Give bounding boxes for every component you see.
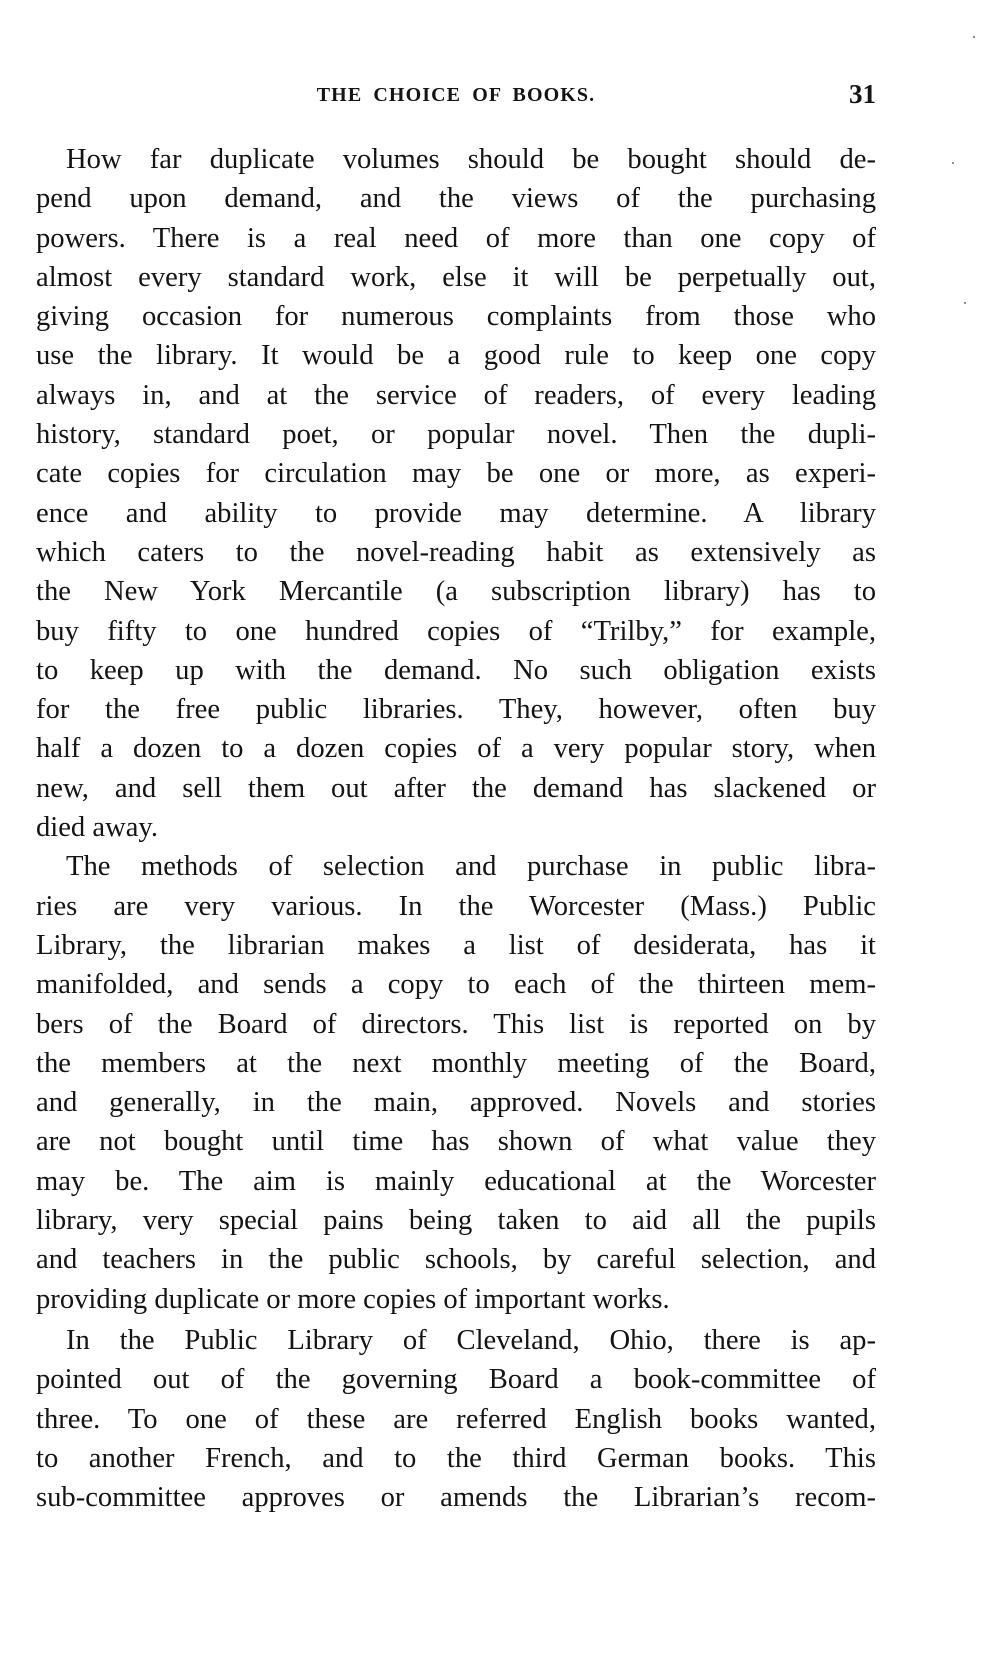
scan-speck bbox=[973, 36, 975, 38]
paragraph-selection-methods bbox=[36, 847, 876, 1319]
text-line: buy fifty to one hundred copies of “Trilby,” for example, bbox=[36, 615, 876, 647]
text-line: ries are very various. In the Worcester (Mass.) Public bbox=[36, 890, 876, 922]
text-line: and teachers in the public schools, by careful selection, and bbox=[36, 1244, 876, 1276]
text-line: half a dozen to a dozen copies of a very popular story, when bbox=[36, 733, 876, 765]
text-line: and generally, in the main, approved. Novels and stories bbox=[36, 1087, 876, 1119]
text-line: pointed out of the governing Board a book-committee of bbox=[36, 1364, 876, 1396]
text-line: died away. bbox=[36, 812, 158, 844]
text-line: to another French, and to the third German books. This bbox=[36, 1442, 876, 1474]
text-line: which caters to the novel-reading habit as extensively as bbox=[36, 536, 876, 568]
text-line: always in, and at the service of readers, of every leading bbox=[36, 379, 876, 411]
text-line: manifolded, and sends a copy to each of the thirteen mem- bbox=[36, 969, 876, 1001]
paragraph-cleveland-library bbox=[36, 1321, 876, 1517]
body-text bbox=[36, 140, 876, 1517]
text-line: Library, the librarian makes a list of desiderata, has it bbox=[36, 929, 876, 961]
text-line: powers. There is a real need of more than one copy of bbox=[36, 222, 876, 254]
text-line: the New York Mercantile (a subscription library) has to bbox=[36, 576, 876, 608]
text-line: new, and sell them out after the demand has slackened or bbox=[36, 772, 876, 804]
text-line: giving occasion for numerous complaints from those who bbox=[36, 301, 876, 333]
text-line: sub-committee approves or amends the Librarian’s recom- bbox=[36, 1482, 876, 1514]
scan-speck bbox=[964, 302, 966, 304]
text-line: three. To one of these are referred English books wanted, bbox=[36, 1403, 876, 1435]
paragraph-duplicate-volumes bbox=[36, 140, 876, 847]
text-line: cate copies for circulation may be one or more, as experi- bbox=[36, 458, 876, 490]
scan-speck bbox=[952, 162, 954, 164]
text-line: almost every standard work, else it will be perpetually out, bbox=[36, 261, 876, 293]
text-line: for the free public libraries. They, however, often buy bbox=[36, 694, 876, 726]
running-title: THE CHOICE OF BOOKS. bbox=[316, 84, 596, 106]
text-line: In the Public Library of Cleveland, Ohio, there is ap- bbox=[66, 1324, 876, 1356]
page-number: 31 bbox=[849, 79, 876, 109]
text-line: How far duplicate volumes should be bought should de- bbox=[66, 144, 876, 175]
text-line: providing duplicate or more copies of important works. bbox=[36, 1283, 670, 1315]
text-line: bers of the Board of directors. This list is reported on by bbox=[36, 1008, 876, 1040]
text-line: to keep up with the demand. No such obligation exists bbox=[36, 654, 876, 686]
text-line: history, standard poet, or popular novel. Then the dupli- bbox=[36, 419, 876, 451]
text-line: pend upon demand, and the views of the purchasing bbox=[36, 183, 876, 215]
text-line: are not bought until time has shown of what value they bbox=[36, 1126, 876, 1158]
text-line: use the library. It would be a good rule to keep one copy bbox=[36, 340, 876, 372]
text-line: library, very special pains being taken to aid all the pupils bbox=[36, 1205, 876, 1237]
text-line: the members at the next monthly meeting of the Board, bbox=[36, 1047, 876, 1079]
text-line: ence and ability to provide may determine. A library bbox=[36, 497, 876, 529]
page-header bbox=[36, 79, 876, 118]
text-line: The methods of selection and purchase in public libra- bbox=[66, 851, 876, 883]
text-line: may be. The aim is mainly educational at the Worcester bbox=[36, 1165, 876, 1197]
